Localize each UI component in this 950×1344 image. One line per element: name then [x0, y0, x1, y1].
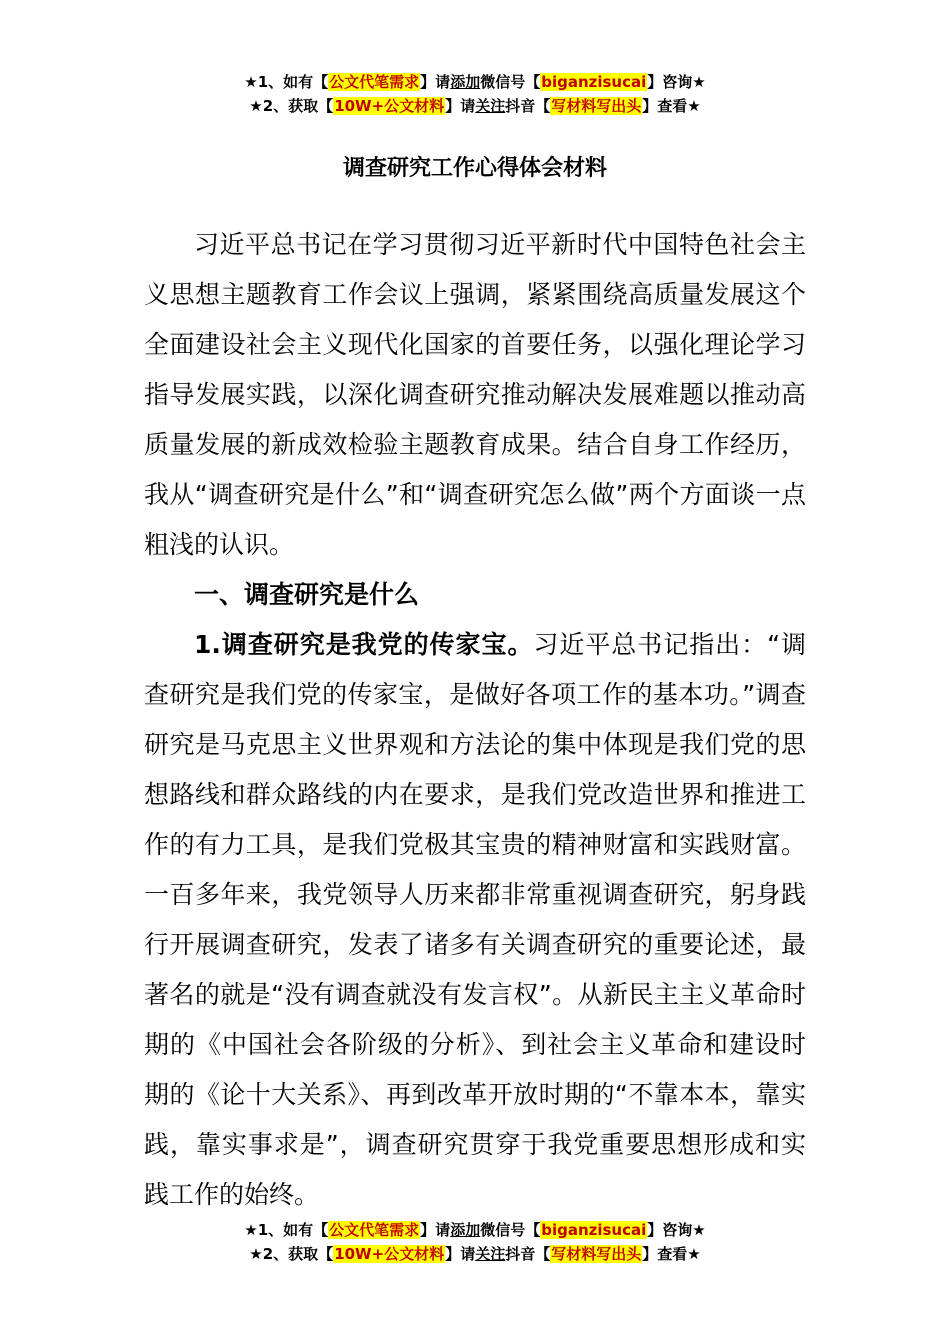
promo-text: 】请: [420, 1221, 451, 1239]
point-body: 习近平总书记指出：“调查研究是我们党的传家宝，是做好各项工作的基本功。”调查研究是马克思主义世界观和方法论的集中体现是我们党的思想路线和群众路线的内在要求，是我们党改造世界和推进工作的有力工具，是我们党极其宝贵的精神财富和实践财富。一百多年来，我党领导人历来都非常重视调查研究，躬身践行开展调查研究，发表了诸多有关调查研究的重要论述，最著名的就是“没有调查就没有发言权”。从新民主主义革命时期的《中国社会各阶级的分析》、到社会主义革命和建设时期的《论十大关系》、再到改革开放时期的“不靠本本，靠实践，靠实事求是”，调查研究贯穿于我党重要思想形成和实践工作的始终。: [144, 630, 807, 1209]
promo-highlight: 10W+公文材料: [334, 1245, 445, 1263]
promo-text: 抖音【: [505, 97, 551, 115]
promo-text: 】咨询★: [647, 1221, 706, 1239]
point-paragraph: [144, 620, 806, 1220]
intro-paragraph: 习近平总书记在学习贯彻习近平新时代中国特色社会主义思想主题教育工作会议上强调，紧紧围绕高质量发展这个全面建设社会主义现代化国家的首要任务，以强化理论学习指导发展实践，以深化调查研究推动解决发展难题以推动高质量发展的新成效检验主题教育成果。结合自身工作经历，我从“调查研究是什么”和“调查研究怎么做”两个方面谈一点粗浅的认识。: [144, 230, 806, 559]
promo-banner-bottom: [0, 1218, 950, 1266]
promo-text: 】请: [445, 1245, 476, 1263]
promo-text: 微信号【: [480, 73, 541, 91]
promo-highlight: 公文代笔需求: [329, 73, 420, 91]
promo-text: ★1、如有【: [244, 73, 329, 91]
section-heading: 一、调查研究是什么: [194, 580, 420, 609]
promo-line-1: [0, 1218, 950, 1242]
promo-text: ★2、获取【: [249, 1245, 334, 1263]
promo-underline: 关注: [475, 97, 506, 115]
promo-highlight: 写材料写出头: [551, 1245, 642, 1263]
promo-underline: 添加: [450, 1221, 481, 1239]
promo-line-2: [0, 1242, 950, 1266]
promo-underline: 添加: [450, 73, 481, 91]
promo-highlight: 写材料写出头: [551, 97, 642, 115]
promo-text: 】咨询★: [647, 73, 706, 91]
promo-text: 】请: [420, 73, 451, 91]
promo-line-1: [0, 70, 950, 94]
promo-text: 】请: [445, 97, 476, 115]
promo-highlight: 10W+公文材料: [334, 97, 445, 115]
promo-underline: 关注: [475, 1245, 506, 1263]
promo-banner-top: [0, 70, 950, 118]
promo-text: ★2、获取【: [249, 97, 334, 115]
promo-text: 】查看★: [642, 1245, 701, 1263]
promo-text: 抖音【: [505, 1245, 551, 1263]
document-title: 调查研究工作心得体会材料: [342, 156, 607, 181]
promo-text: 】查看★: [642, 97, 701, 115]
promo-line-2: [0, 94, 950, 118]
promo-highlight: biganzisucai: [541, 73, 647, 91]
promo-text: ★1、如有【: [244, 1221, 329, 1239]
point-lead: 1.调查研究是我党的传家宝。: [194, 630, 534, 659]
promo-highlight: biganzisucai: [541, 1221, 647, 1239]
document-body: [144, 220, 806, 1220]
promo-text: 微信号【: [480, 1221, 541, 1239]
promo-highlight: 公文代笔需求: [329, 1221, 420, 1239]
